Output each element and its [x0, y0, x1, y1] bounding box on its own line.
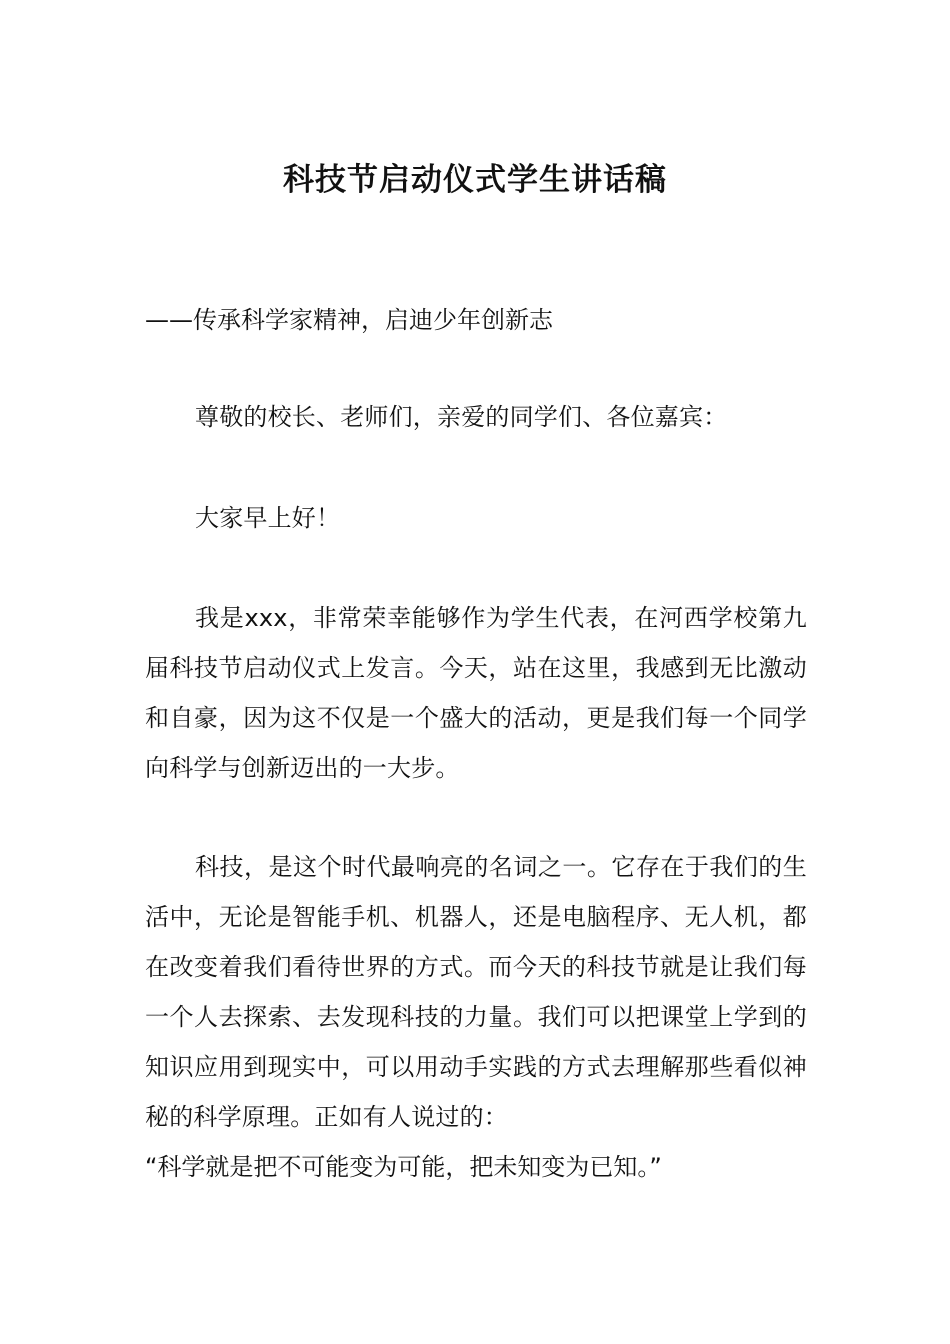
quote-line: “科学就是把不可能变为可能，把未知变为已知。” [145, 1153, 662, 1181]
document-subtitle: ——传承科学家精神，启迪少年创新志 [145, 306, 553, 334]
greeting-paragraph: 尊敬的校长、老师们，亲爱的同学们、各位嘉宾： [195, 403, 728, 431]
document-title: 科技节启动仪式学生讲话稿 [283, 162, 667, 198]
morning-paragraph: 大家早上好！ [195, 504, 341, 532]
intro-paragraph: 我是xxx，非常荣幸能够作为学生代表，在河西学校第九届科技节启动仪式上发言。今天，站在这里，我感到无比激动和自豪，因为这不仅是一个盛大的活动，更是我们每一个同学向科学与创新迈出的一大步。 [145, 604, 807, 782]
technology-paragraph: 科技，是这个时代最响亮的名词之一。它存在于我们的生活中，无论是智能手机、机器人，还是电脑程序、无人机，都在改变着我们看待世界的方式。而今天的科技节就是让我们每一个人去探索、去发现科技的力量。我们可以把课堂上学到的知识应用到现实中，可以用动手实践的方式去理解那些看似神秘的科学原理。正如有人说过的： [145, 853, 807, 1131]
